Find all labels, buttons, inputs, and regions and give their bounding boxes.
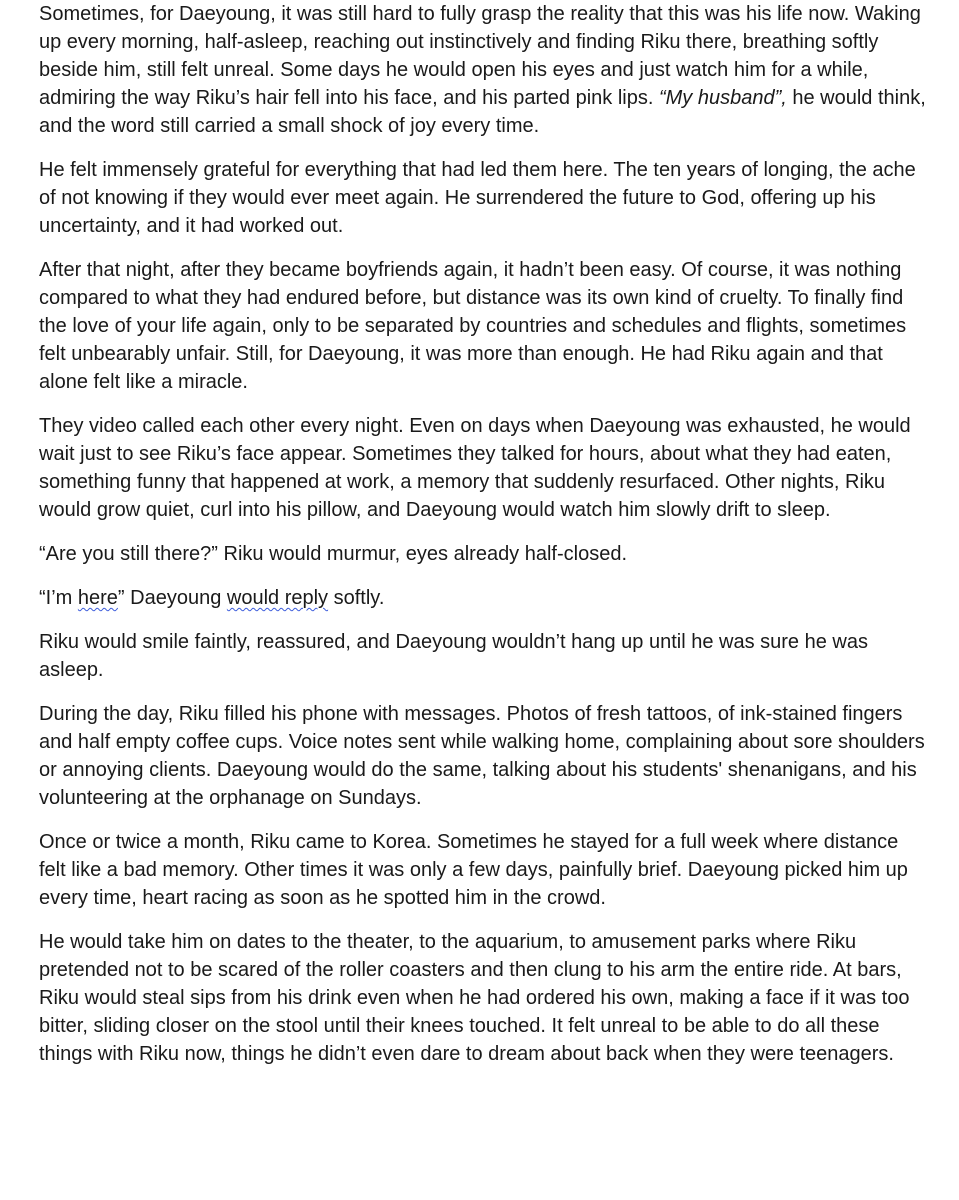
paragraph-8: During the day, Riku filled his phone with messages. Photos of fresh tattoos, of ink-stained fingers and half empty coffee cups. Voice notes sent while walking home, complaining about sore shoulders or annoying clients. Daeyoung would do the same, talking about his students' shenanigans, and his volunteering at the orphanage on Sundays. [39,703,925,809]
paragraph-2: He felt immensely grateful for everything that had led them here. The ten years of longing, the ache of not knowing if they would ever meet again. He surrendered the future to God, offering up his uncertainty, and it had worked out. [39,159,916,237]
spellcheck-word-here[interactable]: here [77,587,118,609]
paragraph-1 [39,0,929,140]
paragraph-9: Once or twice a month, Riku came to Korea. Sometimes he stayed for a full week where distance felt like a bad memory. Other times it was only a few days, painfully brief. Daeyoung picked him up every time, heart racing as soon as he spotted him in the crowd. [39,831,908,909]
paragraph-6-text: “I’m [39,587,78,609]
paragraph-7: Riku would smile faintly, reassured, and Daeyoung wouldn’t hang up until he was sure he was asleep. [39,631,868,681]
paragraph-6 [39,584,929,612]
paragraph-10: He would take him on dates to the theater, to the aquarium, to amusement parks where Riku pretended not to be scared of the roller coasters and then clung to his arm the entire ride. At bars, Riku would steal sips from his drink even when he had ordered his own, making a face if it was too bitter, sliding closer on the stool until their knees touched. It felt unreal to be able to do all these things with Riku now, things he didn’t even dare to dream about back when they were teenagers. [39,931,910,1065]
document-body [39,0,929,1084]
paragraph-1-text: Sometimes, for Daeyoung, it was still hard to fully grasp the reality that this was his life now. Waking up every morning, half-asleep, reaching out instinctively and finding Riku there, breathing softly beside him, still felt unreal. Some days he would open his eyes and just watch him for a while, admiring the way Riku’s hair fell into his face, and his parted pink lips. [39,3,921,109]
spellcheck-word-would-reply[interactable]: would reply [226,587,329,609]
paragraph-5: “Are you still there?” Riku would murmur, eyes already half-closed. [39,543,628,565]
paragraph-1-italic: “My husband”, [658,87,787,109]
paragraph-6-text-end: softly. [328,587,385,609]
paragraph-3: After that night, after they became boyfriends again, it hadn’t been easy. Of course, it was nothing compared to what they had endured before, but distance was its own kind of cruelty. To finally find the love of your life again, only to be separated by countries and schedules and flights, sometimes felt unbearably unfair. Still, for Daeyoung, it was more than enough. He had Riku again and that alone felt like a miracle. [39,259,907,393]
paragraph-6-text-mid: ” Daeyoung [117,587,227,609]
paragraph-1-text-end: he would think, and the word still carried a small shock of joy every time. [39,87,926,137]
paragraph-4: They video called each other every night. Even on days when Daeyoung was exhausted, he would wait just to see Riku’s face appear. Sometimes they talked for hours, about what they had eaten, something funny that happened at work, a memory that suddenly resurfaced. Other nights, Riku would grow quiet, curl into his pillow, and Daeyoung would watch him slowly drift to sleep. [39,415,911,521]
